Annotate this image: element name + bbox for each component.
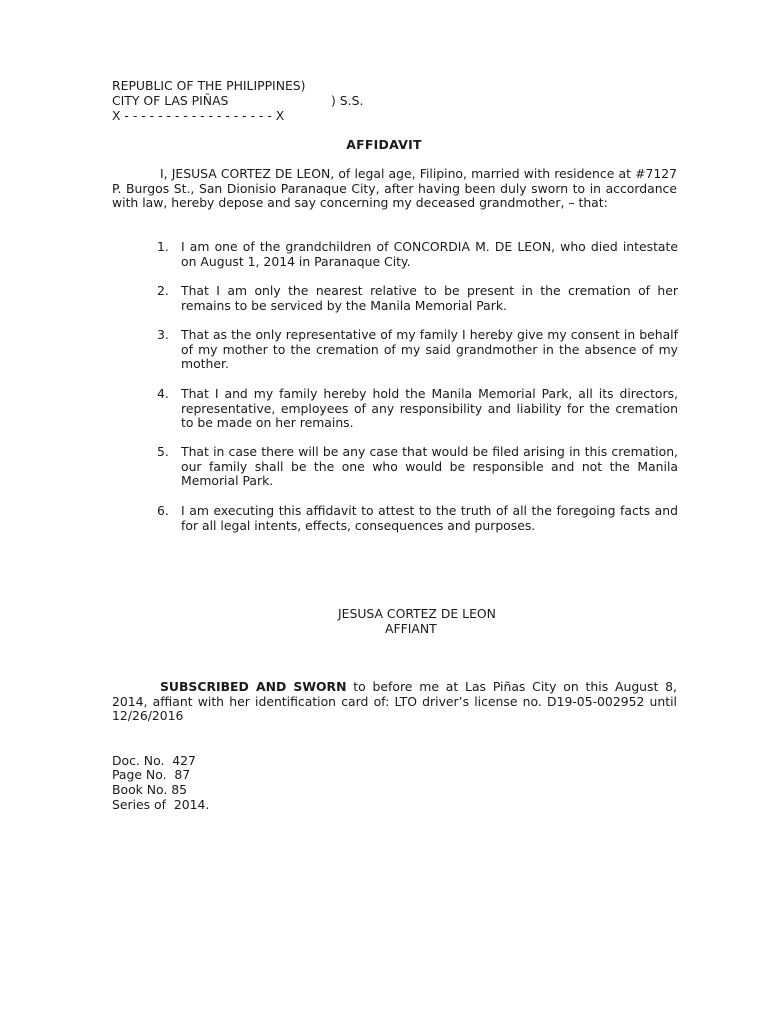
item-text: I am executing this affidavit to attest to the truth of all the foregoing facts and for all legal intents, effects, consequences and purposes. (181, 503, 678, 533)
affiant-name: JESUSA CORTEZ DE LEON (338, 606, 496, 621)
book-number: Book No. 85 (112, 782, 188, 797)
jurat-paragraph (112, 680, 677, 724)
item-number: 6. (157, 503, 169, 518)
item-number: 2. (157, 283, 169, 298)
intro-paragraph: I, JESUSA CORTEZ DE LEON, of legal age, Filipino, married with residence at #7127 P. Burgos St., San Dionisio Paranaque City, after having been duly sworn to in accordance with law, hereby depose and say concerning my deceased grandmother, – that: (112, 166, 677, 211)
caption-city: CITY OF LAS PIÑAS (112, 93, 229, 108)
item-number: 5. (157, 444, 169, 459)
item-number: 1. (157, 239, 169, 254)
doc-number: Doc. No. 427 (112, 753, 196, 768)
series-year: Series of 2014. (112, 797, 210, 812)
item-text: That I and my family hereby hold the Manila Memorial Park, all its directors, representative, employees of any responsibility and liability for the cremation to be made on her remains. (181, 386, 678, 431)
caption-ss: ) S.S. (331, 93, 364, 108)
page-number: Page No. 87 (112, 767, 191, 782)
caption-divider: X - - - - - - - - - - - - - - - - - - X (112, 108, 285, 123)
affiant-label: AFFIANT (385, 621, 437, 636)
document-title: AFFIDAVIT (346, 137, 422, 152)
item-number: 4. (157, 386, 169, 401)
item-number: 3. (157, 327, 169, 342)
jurat-text: to before me at Las Piñas City on this August 8, 2014, affiant with her identification card of: LTO driver’s license no. D19-05-002952 until 12/26/2016 (112, 679, 677, 724)
item-text: I am one of the grandchildren of CONCORDIA M. DE LEON, who died intestate on August 1, 2014 in Paranaque City. (181, 239, 678, 269)
jurat-lead: SUBSCRIBED AND SWORN (160, 679, 347, 694)
item-text: That in case there will be any case that would be filed arising in this cremation, our family shall be the one who would be responsible and not the Manila Memorial Park. (181, 444, 678, 489)
caption-republic: REPUBLIC OF THE PHILIPPINES) (112, 78, 306, 93)
item-text: That as the only representative of my family I hereby give my consent in behalf of my mother to the cremation of my said grandmother in the absence of my mother. (181, 327, 678, 372)
item-text: That I am only the nearest relative to be present in the cremation of her remains to be serviced by the Manila Memorial Park. (181, 283, 678, 313)
